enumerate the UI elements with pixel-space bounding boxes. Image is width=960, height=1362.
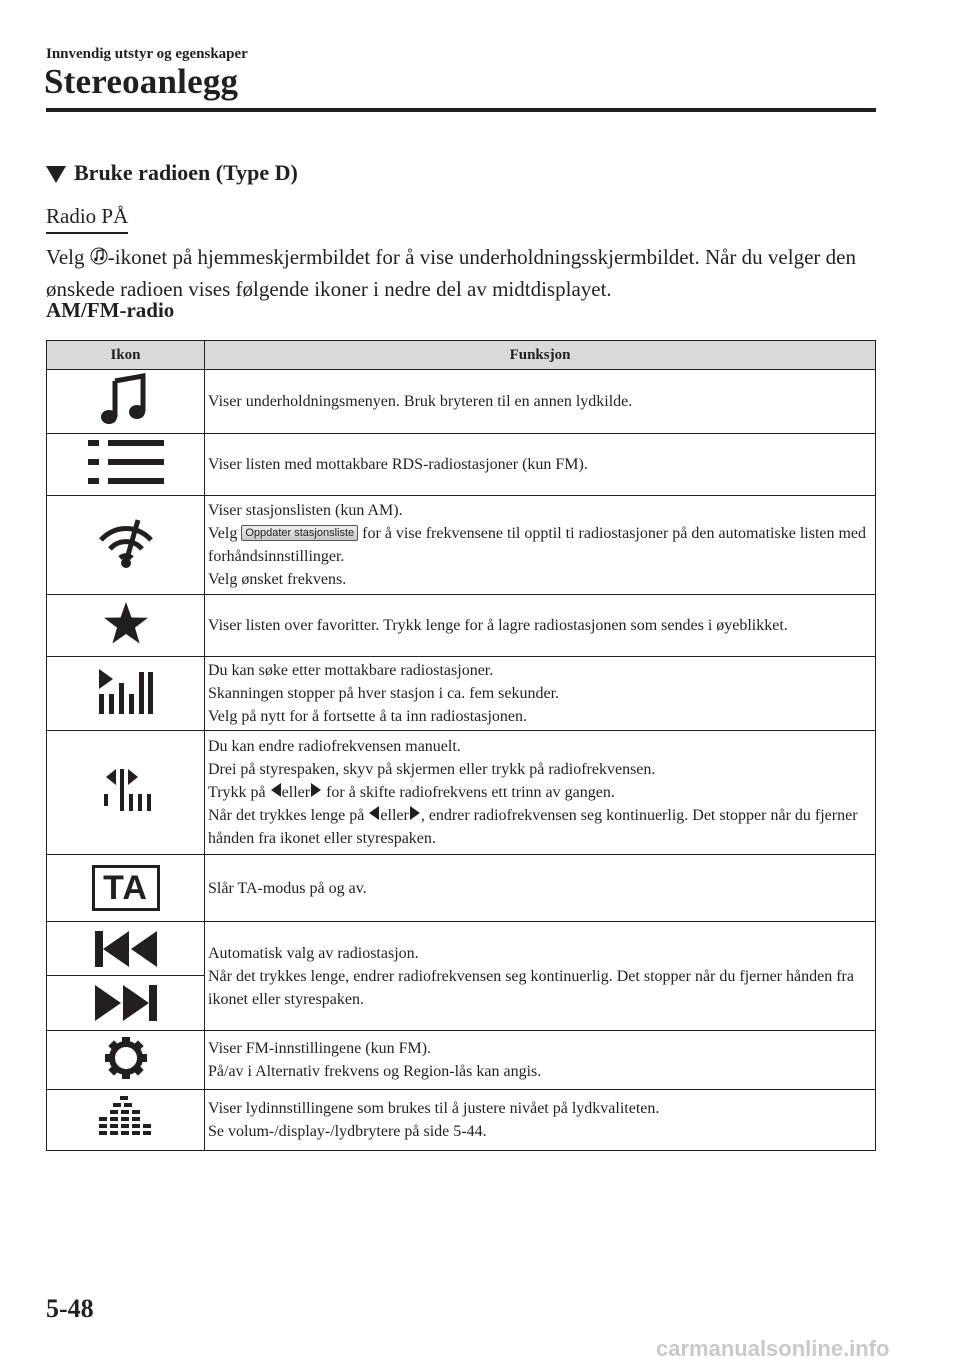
icon-cell (47, 922, 205, 1031)
skip-back-cell (47, 922, 204, 976)
triangle-left-icon (271, 783, 281, 797)
icon-cell (47, 595, 205, 657)
table-row (47, 731, 876, 855)
refresh-station-list-button[interactable]: Oppdater stasjonsliste (241, 525, 358, 541)
description-line: På/av i Alternativ frekvens og Region-lås kan angis. (208, 1063, 542, 1080)
icon-cell (47, 496, 205, 595)
music-note-icon (96, 371, 156, 427)
star-icon (103, 601, 149, 645)
icon-cell (47, 657, 205, 731)
table-row (47, 595, 876, 657)
description-line: Viser stasjonslisten (kun AM). (208, 502, 403, 519)
triangle-right-icon (311, 783, 321, 797)
triangle-left-icon (369, 806, 379, 820)
icon-cell (47, 855, 205, 922)
header-divider (46, 108, 876, 112)
subheading-radio-on: Radio PÅ (46, 204, 128, 234)
description-line: Viser underholdningsmenyen. Bruk bryteren til en annen lydkilde. (208, 393, 633, 410)
description-cell (205, 922, 876, 1031)
skip-forward-icon (93, 983, 159, 1023)
music-note-inline-icon (90, 245, 108, 275)
description-line (208, 804, 871, 850)
description-line: Når det trykkes lenge, endrer radiofrekvensen seg kontinuerlig. Det stopper når du fjerner hånden fra ikonet eller styrespaken. (208, 967, 854, 1008)
description-text: , endrer radiofrekvensen seg kontinuerlig. Det stopper når du fjerner hånden fra ikonet eller styrespaken. (208, 807, 858, 847)
table-row (47, 496, 876, 595)
description-line: Se volum-/display-/lydbrytere på side 5-44. (208, 1123, 487, 1140)
description-line: Slår TA-modus på og av. (208, 879, 367, 897)
table-row (47, 1090, 876, 1151)
page-number: 5-48 (46, 1294, 94, 1323)
description-text: Trykk på (208, 784, 270, 801)
description-cell (205, 657, 876, 731)
description-text: for å skifte radiofrekvens ett trinn av gangen. (322, 784, 615, 801)
list-icon (86, 437, 166, 487)
description-line: Velg ønsket frekvens. (208, 571, 347, 588)
table-row (47, 370, 876, 434)
description-cell (205, 595, 876, 657)
icon-function-table (46, 340, 876, 1151)
description-text: Når det trykkes lenge på (208, 807, 369, 824)
equalizer-icon (98, 1093, 154, 1143)
description-line: Viser lydinnstillingene som brukes til å justere nivået på lydkvaliteten. (208, 1100, 660, 1117)
header-icon-column: Ikon (47, 341, 205, 370)
description-line: Du kan endre radiofrekvensen manuelt. (208, 738, 461, 755)
manual-tune-icon (99, 767, 153, 813)
table-row (47, 922, 876, 1031)
description-cell (205, 434, 876, 496)
gear-icon (104, 1036, 148, 1080)
description-cell (205, 1090, 876, 1151)
section-title-text: Bruke radioen (Type D) (74, 160, 298, 185)
icon-cell (47, 434, 205, 496)
description-line: Automatisk valg av radiostasjon. (208, 944, 419, 962)
description-cell (205, 731, 876, 855)
table-row (47, 1031, 876, 1090)
description-text: for å vise frekvensene til opptil ti radiostasjoner på den automatiske listen med forhåndsinnstillinger. (208, 525, 867, 565)
header-function-column: Funksjon (205, 341, 876, 370)
description-line: Viser listen med mottakbare RDS-radiostasjoner (kun FM). (208, 456, 588, 473)
description-cell (205, 1031, 876, 1090)
description-line: Viser listen over favoritter. Trykk lenge for å lagre radiostasjonen som sendes i øyeblikket. (208, 617, 788, 634)
description-text: eller (281, 784, 311, 801)
radio-signal-icon (96, 516, 156, 570)
description-line: Velg på nytt for å fortsette å ta inn radiostasjonen. (208, 708, 528, 725)
description-text: eller (380, 807, 409, 824)
chapter-title: Stereoanlegg (44, 62, 239, 101)
description-line: Drei på styrespaken, skyv på skjermen eller trykk på radiofrekvensen. (208, 761, 656, 778)
description-line: Viser FM-innstillingene (kun FM). (208, 1040, 432, 1057)
description-line (208, 522, 871, 568)
skip-forward-cell (47, 976, 204, 1030)
icon-cell (47, 370, 205, 434)
intro-text-before: Velg (46, 245, 90, 269)
table-row (47, 434, 876, 496)
band-heading: AM/FM-radio (46, 298, 175, 322)
table-header-row (47, 341, 876, 370)
ta-icon: TA (92, 865, 160, 911)
triangle-right-icon (410, 806, 420, 820)
triangle-bullet-icon (46, 166, 66, 183)
table-row (47, 657, 876, 731)
description-line: Du kan søke etter mottakbare radiostasjoner. (208, 662, 494, 679)
description-line: Skanningen stopper på hver stasjon i ca. fem sekunder. (208, 685, 560, 702)
intro-text-after: -ikonet på hjemmeskjermbildet for å vise underholdningsskjermbildet. Når du velger den ønskede radioen vises følgende ikoner i nedre del av midtdisplayet. (46, 245, 856, 301)
description-cell (205, 496, 876, 595)
watermark: carmanualsonline.info (656, 1336, 890, 1361)
section-title (46, 160, 298, 186)
skip-back-icon (93, 929, 159, 969)
description-text: Velg (208, 525, 242, 542)
description-line (208, 781, 871, 804)
description-cell (205, 370, 876, 434)
scan-icon (96, 666, 156, 716)
icon-cell (47, 1090, 205, 1151)
icon-cell (47, 731, 205, 855)
icon-cell (47, 1031, 205, 1090)
table-row (47, 855, 876, 922)
chapter-subtitle: Innvendig utstyr og egenskaper (46, 46, 248, 62)
intro-paragraph (46, 243, 886, 304)
description-cell (205, 855, 876, 922)
